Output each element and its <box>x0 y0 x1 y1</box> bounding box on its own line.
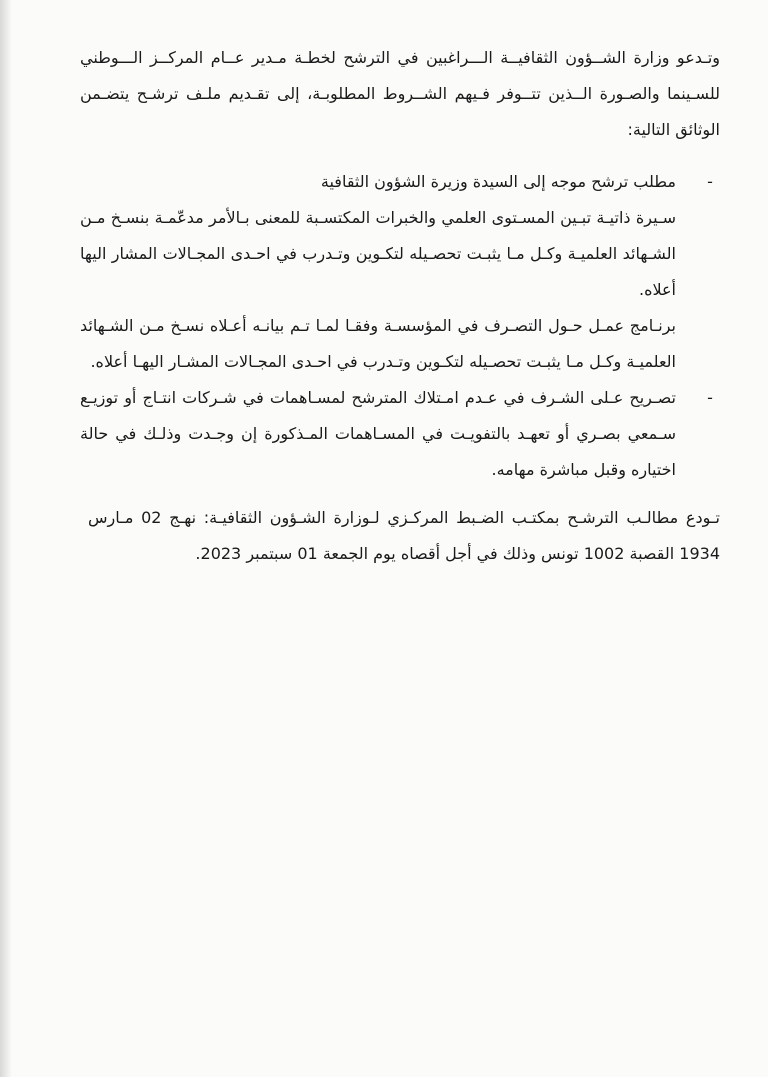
document-page <box>80 40 720 572</box>
list-item <box>80 380 720 488</box>
list-bullet: - <box>707 388 713 407</box>
closing-paragraph: تـودع مطالـب الترشـح بمكتـب الضـبط المركـزي لـوزارة الشـؤون الثقافيـة: نهـج 02 مـارس 1934 القصبة 1002 تونس وذلك في أجل أقصاه يوم الجمعة 01 سبتمبر 2023. <box>88 508 721 563</box>
list-item-text: مطلب ترشح موجه إلى السيدة وزيرة الشؤون الثقافية <box>320 172 676 191</box>
list-item <box>80 308 720 380</box>
list-item-text: تصـريح عـلى الشـرف في عـدم امـتلاك المترشح لمسـاهمات في شـركات انتـاج أو توزيـع سـمعي بصـري أو تعهـد بالتفويـت في المسـاهمات المـذكورة إن وجـدت وذلـك في حالة اختياره وقبل مباشرة مهامه. <box>80 388 676 479</box>
list-item-text: برنـامج عمـل حـول التصـرف في المؤسسـة وفقـا لمـا تـم بيانـه أعـلاه نسـخ مـن الشـهائد العلميـة وكـل مـا يثبـت تحصـيله لتكـوين وتـدرب في احـدى المجـالات المشـار اليهـا أعلاه. <box>80 316 676 371</box>
intro-paragraph: وتـدعو وزارة الشــؤون الثقافيــة الـــراغبين في الترشح لخطـة مـدير عــام المركــز الـــوطني للسـينما والصـورة الــذين تتــوفر فـيهم الشــروط المطلوبـة، إلى تقـديم ملـف ترشـح يتضـمن الوثائق التالية: <box>80 48 720 139</box>
list-bullet: - <box>707 172 713 191</box>
list-item-text: سـيرة ذاتيـة تبـين المسـتوى العلمي والخبرات المكتسـبة للمعنى بـالأمر مدعّمـة بنسـخ مـن الشـهائد العلميـة وكـل مـا يثبـت تحصـيله لتكـوين وتـدرب في احـدى المجـالات المشار اليها أعلاه. <box>80 208 676 299</box>
page-edge-shadow <box>0 0 12 1077</box>
list-item <box>80 164 720 200</box>
list-item <box>80 200 720 308</box>
